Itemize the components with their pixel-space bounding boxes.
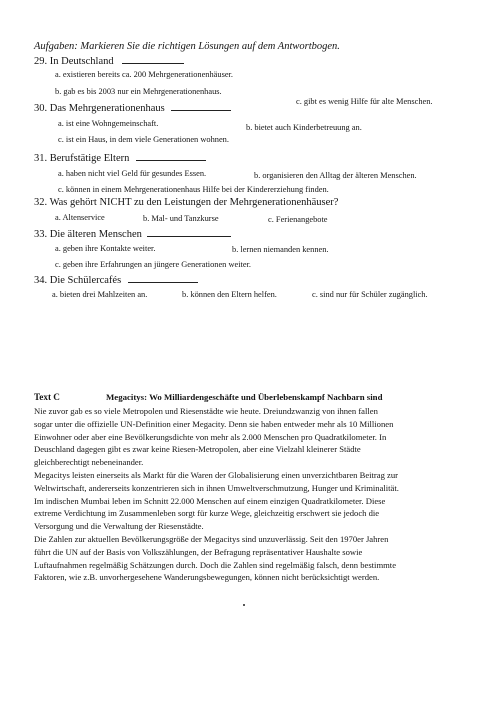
option-30c: c. ist ein Haus, in dem viele Generationen wohnen. [58, 135, 229, 144]
option-34a: a. bieten drei Mahlzeiten an. [52, 290, 148, 299]
question-stem: Das Mehrgenerationenhaus [49, 103, 165, 114]
option-33a: a. geben ihre Kontakte weiter. [55, 244, 156, 253]
text-line: Faktoren, wie z.B. unvorhergesehene Wanderungsbewegungen, können nicht berücksichtigt werden. [34, 572, 380, 583]
question-number: 31. [34, 153, 48, 164]
option-33c: c. geben ihre Erfahrungen an jüngere Generationen weiter. [55, 260, 252, 269]
option-29c: c. gibt es wenig Hilfe für alte Menschen. [296, 97, 433, 106]
question-33 [34, 226, 231, 241]
text-line: Megacitys leisten einerseits als Markt für die Waren der Globalisierung einen unverzichtbaren Beitrag zur [34, 469, 399, 480]
option-34c: c. sind nur für Schüler zugänglich. [312, 290, 428, 299]
stray-dot [243, 604, 245, 606]
question-number: 30. [34, 103, 48, 114]
question-31 [34, 150, 206, 165]
answer-blank [171, 100, 231, 111]
text-line: Im indischen Mumbai leben im Schnitt 22.000 Menschen auf einem einzigen Quadratkilometer. Diese [34, 495, 386, 506]
task-heading: Aufgaben: Markieren Sie die richtigen Lösungen auf dem Antwortbogen. [34, 41, 340, 52]
text-line: Weltwirtschaft, andererseits konzentrieren sich in ihnen Umweltverschmutzung, Hunger und Kriminalität. [34, 482, 399, 493]
option-31b: b. organisieren den Alltag der älteren Menschen. [254, 171, 417, 180]
answer-blank [136, 150, 206, 161]
option-32b: b. Mal- und Tanzkurse [143, 214, 219, 223]
question-stem: Die Schülercafés [49, 275, 122, 286]
text-label: Text C [34, 392, 60, 402]
option-29a: a. existieren bereits ca. 200 Mehrgenerationenhäuser. [55, 70, 233, 79]
option-32c: c. Ferienangebote [268, 215, 328, 224]
question-stem: Berufstätige Eltern [49, 153, 130, 164]
text-line: gleichberechtigt nebeneinander. [34, 457, 144, 468]
option-31a: a. haben nicht viel Geld für gesundes Essen. [58, 169, 207, 178]
question-30 [34, 100, 231, 115]
question-number: 29. [34, 56, 48, 67]
question-stem: In Deutschland [49, 56, 114, 67]
question-number: 34. [34, 275, 48, 286]
text-line: Einwohner oder aber eine Bevölkerungsdichte von mehr als 2.000 Menschen pro Quadratkilometer. In [34, 431, 387, 442]
answer-blank [147, 226, 231, 237]
option-34b: b. können den Eltern helfen. [182, 290, 277, 299]
question-34 [34, 272, 198, 287]
question-32 [34, 196, 338, 209]
text-line: Luftaufnahmen regelmäßig Schätzungen durch. Doch die Zahlen sind regelmäßig falsch, denn bestimmte [34, 559, 397, 570]
text-line: sogar unter die offizielle UN-Definition einer Megacity. Denn sie haben entweder mehr als 10 Millionen [34, 418, 394, 429]
text-line: Nie zuvor gab es so viele Metropolen und Riesenstädte wie heute. Dreiundzwanzig von ihnen fallen [34, 406, 378, 416]
question-stem: Die älteren Menschen [49, 229, 142, 240]
text-line: Deuschland dagegen gibt es zwar keine Riesen-Metropolen, aber eine Vielzahl kleinerer Städte [34, 444, 361, 455]
question-stem: Was gehört NICHT zu den Leistungen der Mehrgenerationenhäuser? [49, 197, 339, 208]
option-29b: b. gab es bis 2003 nur ein Mehrgenerationenhaus. [55, 87, 222, 96]
text-line: führt die UN auf der Basis von Volkszählungen, der Befragung repräsentativer Haushalte sowie [34, 546, 363, 557]
option-32a: a. Altenservice [55, 213, 105, 222]
question-29 [34, 53, 184, 68]
text-body [34, 405, 460, 584]
option-33b: b. lernen niemanden kennen. [232, 245, 329, 254]
text-line: extreme Verdichtung im Zusammenleben sorgt für kurze Wege, gleichzeitig erschwert sie jedoch die [34, 508, 380, 519]
option-31c: c. können in einem Mehrgenerationenhaus Hilfe bei der Kindererziehung finden. [58, 185, 329, 194]
answer-blank [122, 53, 184, 64]
text-line: Versorgung und die Verwaltung der Riesenstädte. [34, 521, 204, 532]
text-title: Megacitys: Wo Milliardengeschäfte und Überlebenskampf Nachbarn sind [106, 392, 383, 402]
answer-blank [128, 272, 198, 283]
option-30b: b. bietet auch Kinderbetreuung an. [246, 123, 362, 132]
option-30a: a. ist eine Wohngemeinschaft. [58, 119, 159, 128]
question-number: 32. [34, 197, 48, 208]
text-line: Die Zahlen zur aktuellen Bevölkerungsgröße der Megacitys sind unzuverlässig. Seit den 1970er Jahren [34, 533, 389, 544]
question-number: 33. [34, 229, 48, 240]
